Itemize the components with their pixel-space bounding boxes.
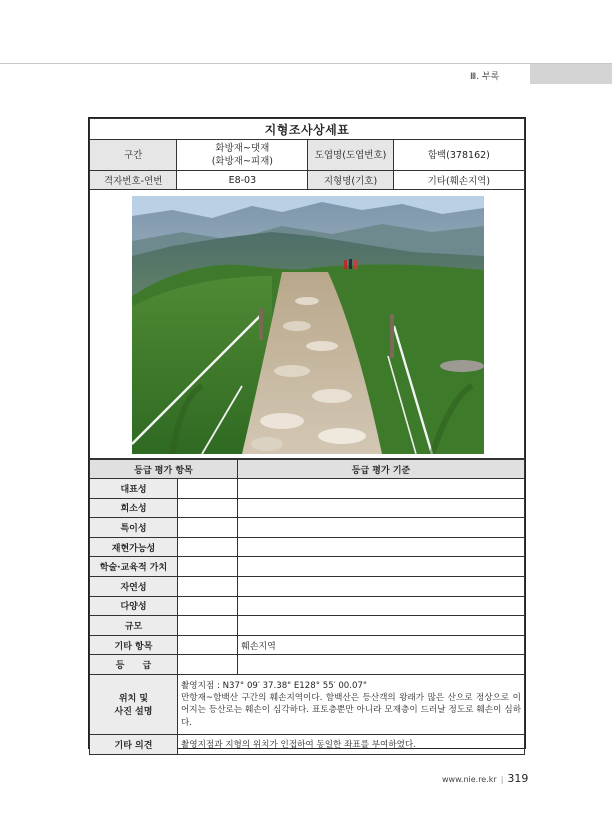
other-text: 촬영지점과 지형의 위치가 인접하여 동일한 좌표를 부여하였다. (178, 734, 525, 754)
eval-criteria (238, 498, 525, 518)
map-label: 도엽명(도엽번호) (308, 140, 393, 171)
eval-label: 재현가능성 (90, 537, 178, 557)
eval-score (178, 596, 238, 616)
page-number: 319 (507, 772, 529, 785)
eval-row (90, 576, 525, 596)
footer-site: www.nie.re.kr (442, 775, 497, 784)
eval-criteria (238, 655, 525, 675)
eval-label: 다양성 (90, 596, 178, 616)
eval-criteria (238, 596, 525, 616)
evaluation-table (89, 459, 525, 755)
location-description: 만항재~함백산 구간의 훼손지역이다. 함백산은 등산객의 왕래가 많은 산으로 정상으로 이어지는 등산로는 훼손이 심각하다. 표토층뿐만 아니라 모재층이 드러날 정도로 훼손이 심하다. (181, 693, 521, 728)
eval-criteria-header: 등급 평가 기준 (238, 460, 525, 479)
section-value-line1: 화방재~댓재 (215, 143, 270, 154)
landform-value: 기타(훼손지역) (393, 171, 524, 190)
eval-row (90, 635, 525, 655)
eval-criteria (238, 557, 525, 577)
eval-criteria: 훼손지역 (238, 635, 525, 655)
other-row (90, 734, 525, 754)
eval-criteria (238, 537, 525, 557)
eval-label: 기타 항목 (90, 635, 178, 655)
eval-row (90, 537, 525, 557)
eval-item-header: 등급 평가 항목 (90, 460, 238, 479)
eval-score (178, 518, 238, 538)
eval-row (90, 557, 525, 577)
eval-criteria (238, 518, 525, 538)
eval-row (90, 479, 525, 499)
eval-score (178, 498, 238, 518)
eval-row (90, 518, 525, 538)
map-value: 함백(378162) (393, 140, 524, 171)
section-label: 구간 (90, 140, 177, 171)
eval-row (90, 655, 525, 675)
eval-label: 특이성 (90, 518, 178, 538)
photo-area (89, 190, 525, 459)
section-value-line2: (화방재~피재) (211, 156, 273, 167)
location-label-line1: 위치 및 (118, 694, 149, 705)
location-row (90, 674, 525, 734)
eval-score (178, 635, 238, 655)
eval-criteria (238, 576, 525, 596)
chapter-tab (530, 64, 612, 84)
location-description-cell (178, 674, 525, 734)
eval-score (178, 479, 238, 499)
page-footer (442, 772, 528, 785)
eval-row (90, 616, 525, 636)
eval-score (178, 537, 238, 557)
eval-row (90, 596, 525, 616)
sheet-title: 지형조사상세표 (90, 119, 525, 140)
eval-criteria (238, 616, 525, 636)
location-coords: 촬영지점 : N37° 09′ 37.38" E128° 55′ 00.07" (181, 680, 367, 691)
eval-score (178, 557, 238, 577)
site-photo (132, 196, 484, 454)
grid-label: 격자번호-연번 (90, 171, 177, 190)
other-label: 기타 의견 (90, 734, 178, 754)
grid-value: E8-03 (177, 171, 308, 190)
mountain-trail-image (132, 196, 484, 454)
eval-label: 규모 (90, 616, 178, 636)
eval-label: 대표성 (90, 479, 178, 499)
survey-sheet (88, 117, 526, 749)
eval-score (178, 576, 238, 596)
chapter-label: Ⅲ. 부록 (470, 72, 500, 82)
eval-score (178, 616, 238, 636)
eval-label: 희소성 (90, 498, 178, 518)
eval-row (90, 498, 525, 518)
landform-label: 지형명(기호) (308, 171, 393, 190)
location-label (90, 674, 178, 734)
section-value (177, 140, 308, 171)
location-label-line2: 사진 설명 (114, 707, 153, 718)
eval-label: 등 급 (90, 655, 178, 675)
eval-score (178, 655, 238, 675)
header-rule (0, 63, 612, 64)
eval-criteria (238, 479, 525, 499)
info-table (89, 118, 525, 190)
eval-label: 학술·교육적 가치 (90, 557, 178, 577)
eval-label: 자연성 (90, 576, 178, 596)
footer-separator: | (500, 775, 504, 784)
